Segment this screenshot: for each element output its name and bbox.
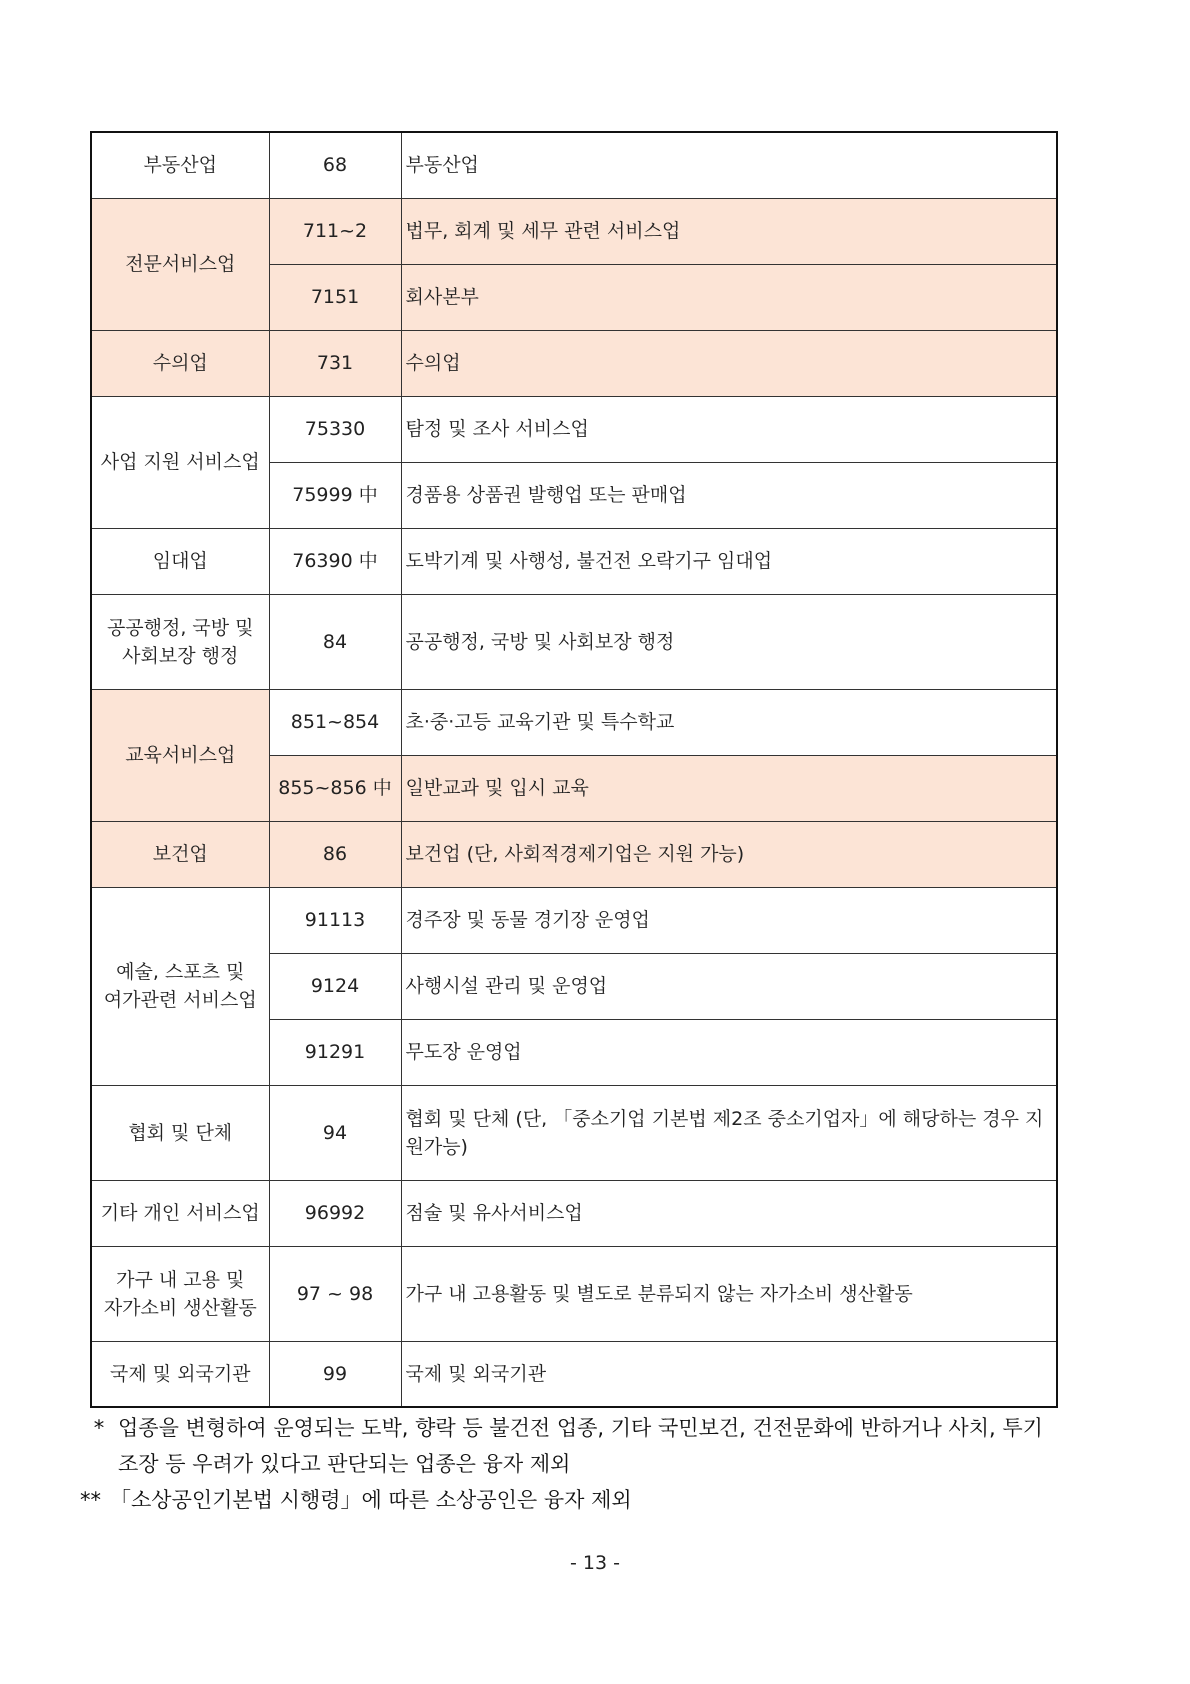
description-cell: 점술 및 유사서비스업	[401, 1180, 1057, 1246]
description-cell: 경주장 및 동물 경기장 운영업	[401, 887, 1057, 953]
industry-exclusion-table	[90, 131, 1058, 1408]
footnote-1	[80, 1410, 1060, 1482]
description-cell: 무도장 운영업	[401, 1019, 1057, 1085]
table-row	[91, 198, 1057, 264]
footnote-2	[80, 1482, 1060, 1518]
code-cell: 86	[269, 821, 401, 887]
code-cell: 76390 中	[269, 528, 401, 594]
table-row	[91, 1180, 1057, 1246]
code-cell: 9124	[269, 953, 401, 1019]
table-row	[91, 330, 1057, 396]
description-cell: 가구 내 고용활동 및 별도로 분류되지 않는 자가소비 생산활동	[401, 1246, 1057, 1341]
category-cell: 부동산업	[91, 132, 269, 198]
table-row	[91, 528, 1057, 594]
code-cell: 97 ~ 98	[269, 1246, 401, 1341]
description-cell: 법무, 회계 및 세무 관련 서비스업	[401, 198, 1057, 264]
description-cell: 보건업 (단, 사회적경제기업은 지원 가능)	[401, 821, 1057, 887]
code-cell: 75999 中	[269, 462, 401, 528]
description-cell: 수의업	[401, 330, 1057, 396]
description-cell: 부동산업	[401, 132, 1057, 198]
category-cell: 예술, 스포츠 및 여가관련 서비스업	[91, 887, 269, 1085]
description-cell: 탐정 및 조사 서비스업	[401, 396, 1057, 462]
table-row	[91, 1246, 1057, 1341]
table-row	[91, 887, 1057, 953]
description-cell: 도박기계 및 사행성, 불건전 오락기구 임대업	[401, 528, 1057, 594]
category-cell: 임대업	[91, 528, 269, 594]
table-row	[91, 821, 1057, 887]
description-cell: 공공행정, 국방 및 사회보장 행정	[401, 594, 1057, 689]
category-cell: 수의업	[91, 330, 269, 396]
description-cell: 협회 및 단체 (단, 「중소기업 기본법 제2조 중소기업자」에 해당하는 경우 지원가능)	[401, 1085, 1057, 1180]
table-row	[91, 689, 1057, 755]
table-row	[91, 1085, 1057, 1180]
footnote-2-mark: **	[80, 1488, 101, 1512]
code-cell: 731	[269, 330, 401, 396]
code-cell: 855~856 中	[269, 755, 401, 821]
description-cell: 국제 및 외국기관	[401, 1341, 1057, 1407]
description-cell: 사행시설 관리 및 운영업	[401, 953, 1057, 1019]
table-row	[91, 132, 1057, 198]
footnote-1-mark: *	[93, 1416, 105, 1440]
category-cell: 공공행정, 국방 및 사회보장 행정	[91, 594, 269, 689]
code-cell: 75330	[269, 396, 401, 462]
footnotes	[80, 1410, 1060, 1518]
footnote-1-text: 업종을 변형하여 운영되는 도박, 향락 등 불건전 업종, 기타 국민보건, 건전문화에 반하거나 사치, 투기조장 등 우려가 있다고 판단되는 업종은 융자 제외	[118, 1416, 1043, 1476]
category-cell: 사업 지원 서비스업	[91, 396, 269, 528]
category-cell: 보건업	[91, 821, 269, 887]
category-cell: 국제 및 외국기관	[91, 1341, 269, 1407]
footnote-2-text: 「소상공인기본법 시행령」에 따른 소상공인은 융자 제외	[110, 1488, 632, 1512]
description-cell: 초·중·고등 교육기관 및 특수학교	[401, 689, 1057, 755]
code-cell: 84	[269, 594, 401, 689]
category-cell: 협회 및 단체	[91, 1085, 269, 1180]
code-cell: 91113	[269, 887, 401, 953]
category-cell: 가구 내 고용 및 자가소비 생산활동	[91, 1246, 269, 1341]
description-cell: 회사본부	[401, 264, 1057, 330]
category-cell: 교육서비스업	[91, 689, 269, 821]
description-cell: 일반교과 및 입시 교육	[401, 755, 1057, 821]
code-cell: 91291	[269, 1019, 401, 1085]
code-cell: 7151	[269, 264, 401, 330]
code-cell: 94	[269, 1085, 401, 1180]
page-number: - 13 -	[570, 1552, 620, 1574]
table-row	[91, 396, 1057, 462]
code-cell: 68	[269, 132, 401, 198]
description-cell: 경품용 상품권 발행업 또는 판매업	[401, 462, 1057, 528]
category-cell: 전문서비스업	[91, 198, 269, 330]
table-row	[91, 1341, 1057, 1407]
code-cell: 99	[269, 1341, 401, 1407]
code-cell: 851~854	[269, 689, 401, 755]
category-cell: 기타 개인 서비스업	[91, 1180, 269, 1246]
code-cell: 96992	[269, 1180, 401, 1246]
table-row	[91, 594, 1057, 689]
code-cell: 711~2	[269, 198, 401, 264]
